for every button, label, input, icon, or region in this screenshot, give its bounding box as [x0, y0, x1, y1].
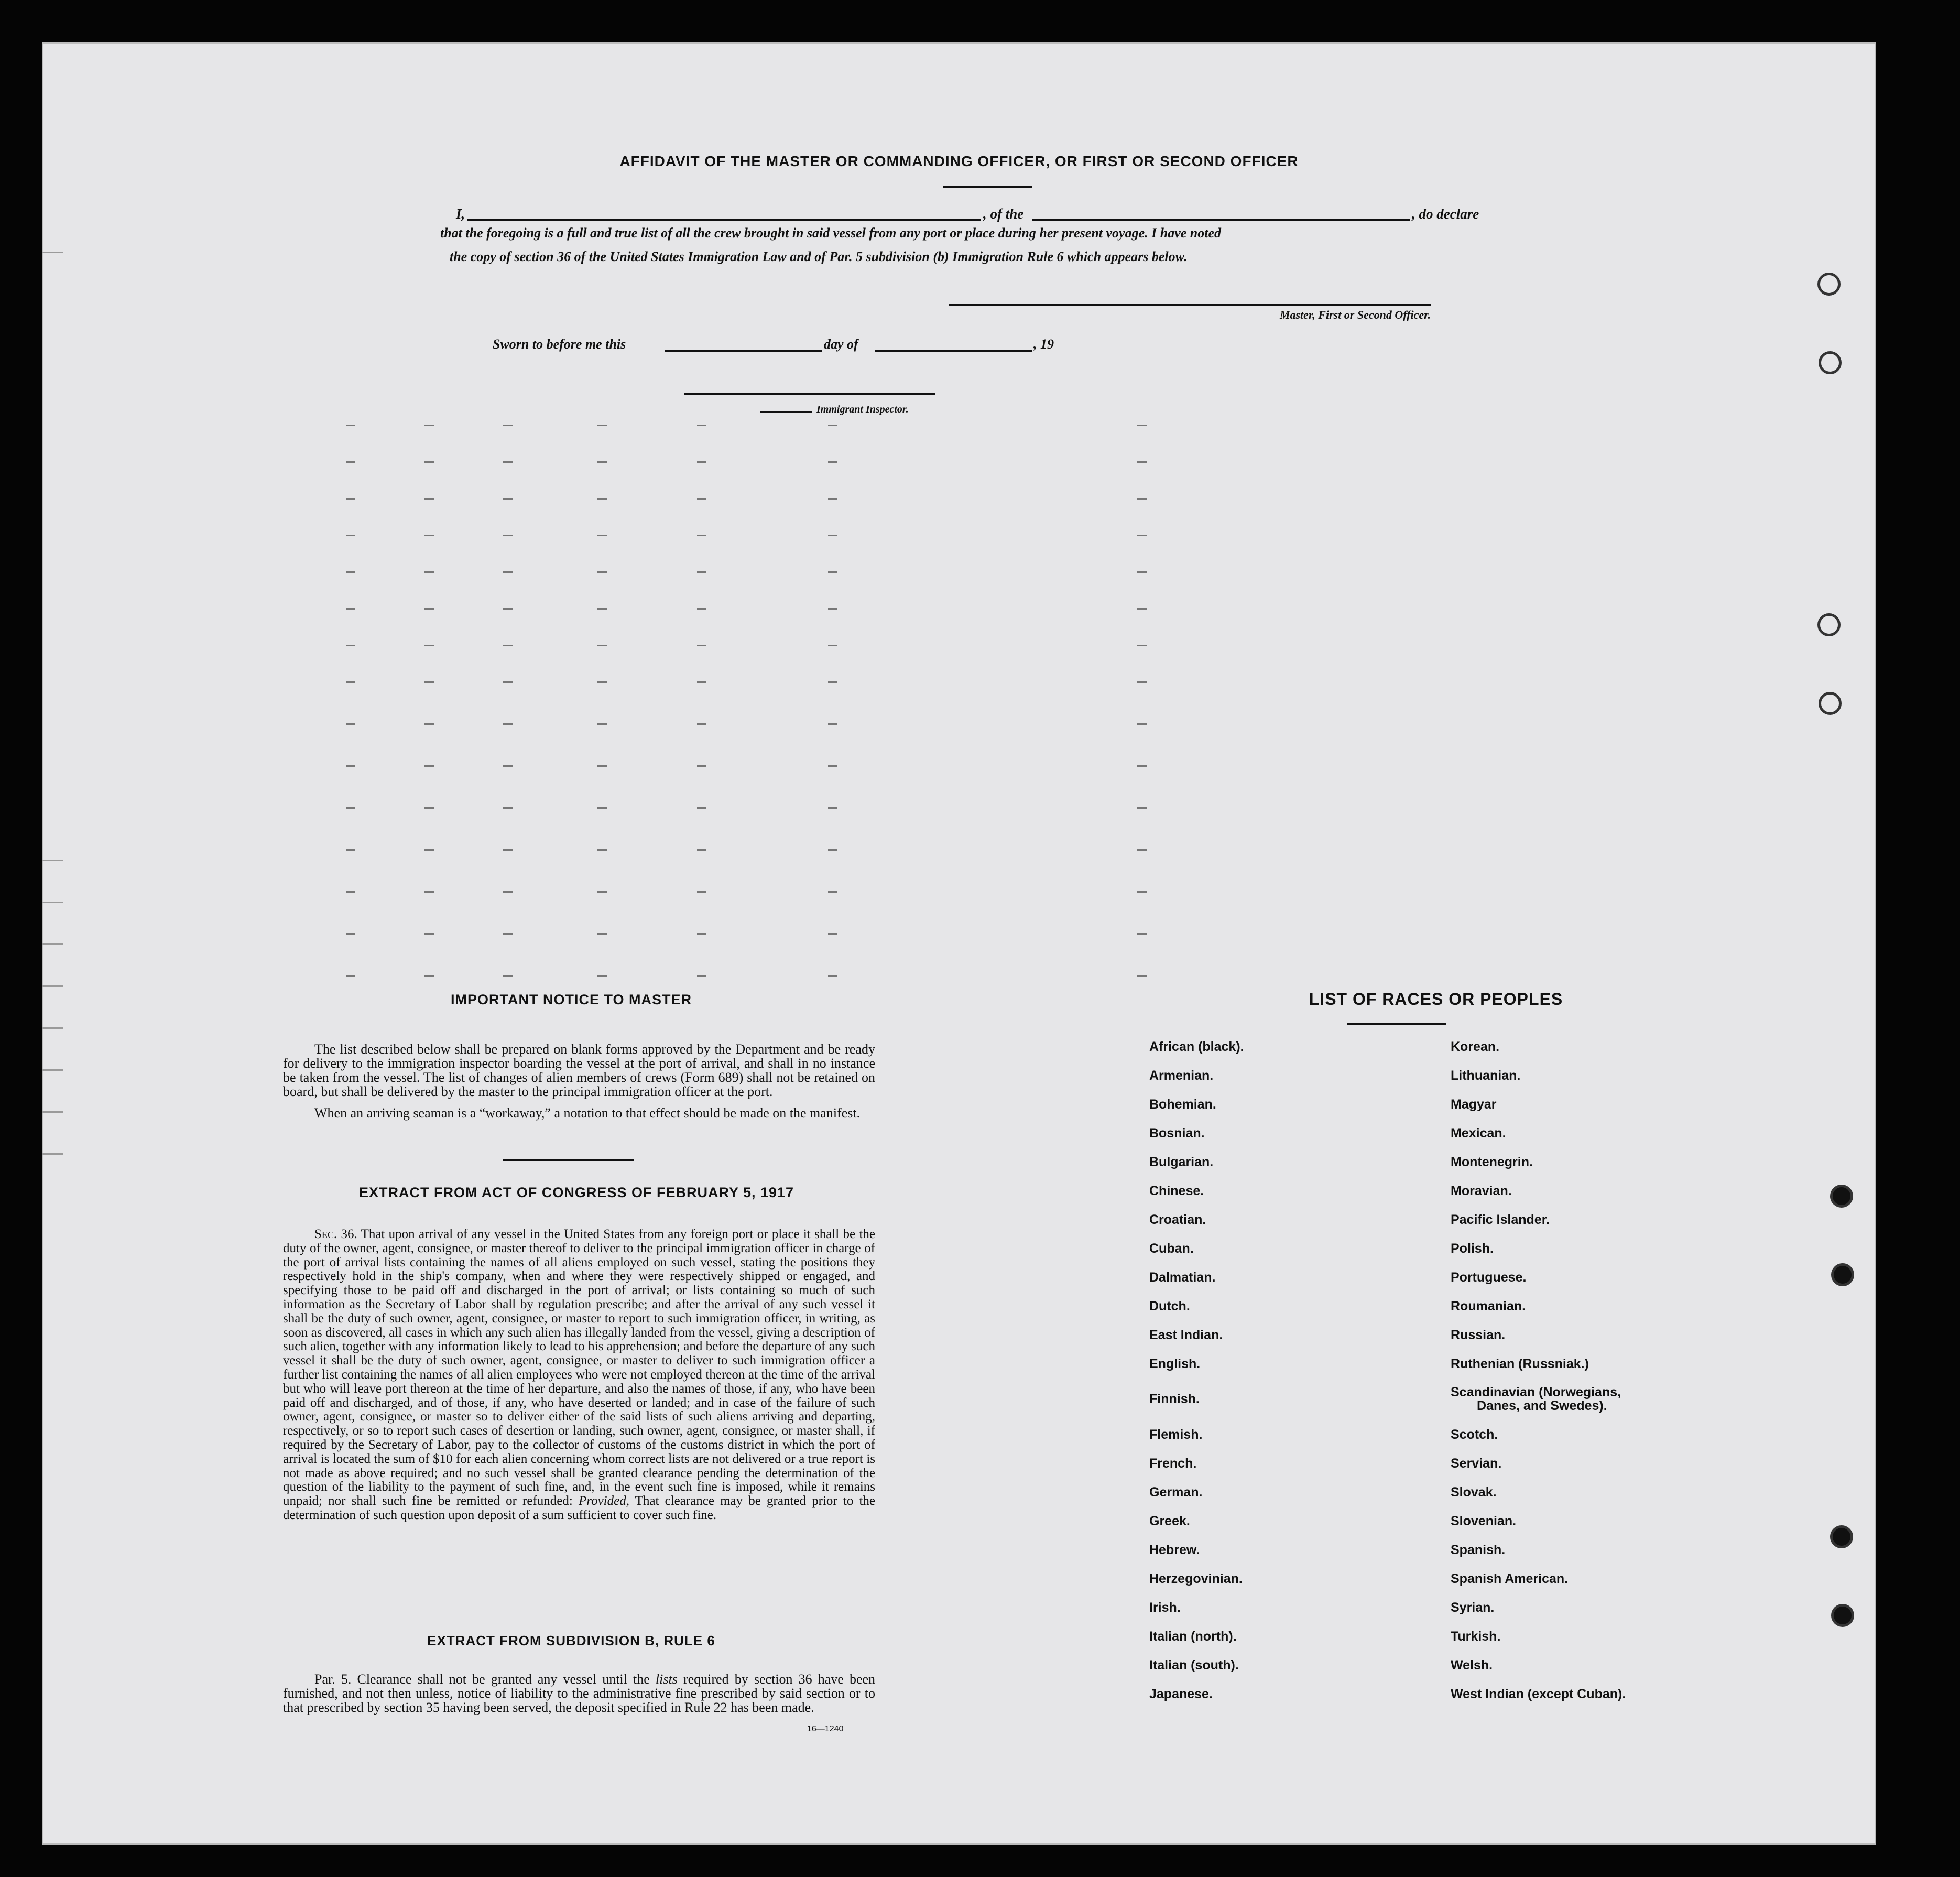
- race-item: Slovak.: [1451, 1485, 1497, 1500]
- rule-title: EXTRACT FROM SUBDIVISION B, RULE 6: [427, 1633, 715, 1648]
- race-item: Bosnian.: [1149, 1126, 1205, 1141]
- rule-text-before: Par. 5. Clearance shall not be granted any vessel until the: [314, 1672, 650, 1687]
- race-item: Russian.: [1451, 1328, 1506, 1342]
- race-item: Flemish.: [1149, 1427, 1203, 1442]
- document-sheet: [42, 42, 1876, 1845]
- race-item: Armenian.: [1149, 1068, 1214, 1083]
- sworn-year: , 19: [1033, 337, 1054, 352]
- race-item: Japanese.: [1149, 1687, 1213, 1701]
- race-item: Dalmatian.: [1149, 1270, 1216, 1285]
- race-item: Herzegovinian.: [1149, 1571, 1243, 1586]
- race-item: Bulgarian.: [1149, 1155, 1214, 1169]
- race-item: Italian (south).: [1149, 1658, 1239, 1673]
- race-item: Croatian.: [1149, 1212, 1206, 1227]
- notice-body: [283, 1042, 875, 1120]
- races-title: LIST OF RACES OR PEOPLES: [1309, 990, 1563, 1008]
- act-title: EXTRACT FROM ACT OF CONGRESS OF FEBRUARY 5, 1917: [358, 1185, 794, 1200]
- affidavit-line1-mid: , of the: [983, 206, 1024, 222]
- form-number: 16—1240: [807, 1724, 844, 1733]
- race-item: Moravian.: [1451, 1184, 1512, 1198]
- race-item: Welsh.: [1451, 1658, 1493, 1673]
- act-text-main: That upon arrival of any vessel in the United States from any foreign port or place it shall be the duty of the owner, agent, consignee, or master thereof to deliver to the principal immigration officer in charge of the port of arrival lists containing the names of all aliens employed on such vessel, stating the positions they respectively hold in the ship's company, when and where they were respectively shipped or engaged, and specifying those to be paid off and discharged in the port of arrival; or lists containing so much of such information as the Secretary of Labor shall by regulation prescribe; and after the arrival of any such vessel it shall be the duty of such owner, agent, consignee, or master to report to such immigration officer, in writing, as soon as discovered, all cases in which any such alien has illegally landed from the vessel, giving a description of such alien, together with any information likely to lead to his apprehension; and before the departure of any such vessel it shall be the duty of such owner, agent, consignee, or master to deliver to such immigration officer a further list containing the names of all alien employees who were not employed thereon at the time of the arrival but who will leave port thereon at the time of her departure, and also the names of those, if any, who have been paid off and discharged, and of those, if any, who have deserted or landed; and in case of the failure of such owner, agent, consignee, or master so to deliver either of the said lists of such aliens arriving and departing, respectively, or so to report such cases of desertion or landing, such owner, agent, consignee, or master shall, if required by the Secretary of Labor, pay to the collector of customs of the customs district in which the port of arrival is located the sum of $10 for each alien concerning whom correct lists are not delivered or a true report is not made as above required; and no such vessel shall be granted clearance pending the determination of the question of the liability to the payment of such fine, and, in the event such fine is imposed, while it remains unpaid; nor shall such fine be remitted or refunded:: [283, 1227, 875, 1509]
- rule-text: [283, 1672, 875, 1715]
- race-item: African (black).: [1149, 1039, 1244, 1054]
- act-provided: Provided,: [579, 1494, 629, 1509]
- notice-title: IMPORTANT NOTICE TO MASTER: [451, 992, 692, 1007]
- signature-line: [949, 304, 1431, 306]
- affidavit-line2: that the foregoing is a full and true list of all the crew brought in said vessel from any port or place during her present voyage. I have noted: [440, 225, 1222, 241]
- affidavit-line1-end: , do declare: [1412, 206, 1479, 222]
- race-item: French.: [1149, 1456, 1197, 1471]
- race-item: Bohemian.: [1149, 1097, 1216, 1112]
- notice-para2: When an arriving seaman is a “workaway,” a notation to that effect should be made on the manifest.: [314, 1105, 861, 1121]
- name-blank: [467, 219, 981, 221]
- race-item: Mexican.: [1451, 1126, 1506, 1141]
- race-item: Irish.: [1149, 1600, 1181, 1615]
- race-item: Polish.: [1451, 1241, 1494, 1256]
- race-item: East Indian.: [1149, 1328, 1223, 1342]
- signature-label: Master, First or Second Officer.: [1279, 308, 1431, 321]
- race-item: Roumanian.: [1451, 1299, 1526, 1314]
- race-item: Korean.: [1451, 1039, 1500, 1054]
- race-item: West Indian (except Cuban).: [1451, 1687, 1626, 1701]
- race-item: Magyar: [1451, 1097, 1497, 1112]
- affidavit-line1-start: I,: [456, 206, 465, 222]
- race-item: Turkish.: [1451, 1629, 1501, 1644]
- inspector-label: Immigrant Inspector.: [816, 404, 909, 415]
- race-item: Scotch.: [1451, 1427, 1498, 1442]
- race-item: Portuguese.: [1451, 1270, 1527, 1285]
- race-item: Hebrew.: [1149, 1543, 1200, 1557]
- vessel-blank: [1032, 219, 1410, 221]
- affidavit-title: AFFIDAVIT OF THE MASTER OR COMMANDING OFFICER, OR FIRST OR SECOND OFFICER: [619, 153, 1299, 169]
- race-item: Greek.: [1149, 1514, 1190, 1528]
- title-underline: [943, 186, 1032, 188]
- race-item: Syrian.: [1451, 1600, 1495, 1615]
- rule-body: [283, 1672, 875, 1715]
- notice-para1: The list described below shall be prepared on blank forms approved by the Department and be ready for delivery to the immigration inspector boarding the vessel at the port of arrival, and shall in no instance be taken from the vessel. The list of changes of alien members of crews (Form 689) shall not be retained on board, but shall be delivered by the master to the principal immigration officer at the port.: [283, 1041, 875, 1099]
- rule-lists-word: lists: [655, 1672, 678, 1687]
- race-item: Italian (north).: [1149, 1629, 1237, 1644]
- race-item: Pacific Islander.: [1451, 1212, 1550, 1227]
- act-text: [283, 1228, 875, 1523]
- races-rule: [1347, 1023, 1446, 1025]
- race-item: Spanish.: [1451, 1543, 1506, 1557]
- race-item: Spanish American.: [1451, 1571, 1569, 1586]
- sworn-day-label: day of: [824, 337, 858, 352]
- affidavit-line3: the copy of section 36 of the United States Immigration Law and of Par. 5 subdivision (b) Immigration Rule 6 which appears below.: [450, 249, 1188, 264]
- rule-text-after: required by section 36 have been furnished, and not then unless, notice of liability to the administrative fine prescribed by said section or to that prescribed by section 35 having been served, the deposit specified in Rule 22 has been made.: [283, 1672, 876, 1715]
- inspector-signature-line: [684, 393, 935, 395]
- race-item: English.: [1149, 1357, 1201, 1371]
- act-rule: [503, 1159, 634, 1161]
- race-item: Chinese.: [1149, 1184, 1204, 1198]
- race-item: Finnish.: [1149, 1392, 1200, 1406]
- race-item: Ruthenian (Russniak.): [1451, 1357, 1589, 1371]
- race-item: German.: [1149, 1485, 1203, 1500]
- race-item: Lithuanian.: [1451, 1068, 1521, 1083]
- inspector-short-line: [760, 411, 812, 413]
- act-text-after: That clearance may be granted prior to the determination of such question upon deposit of a sum sufficient to cover such fine.: [283, 1494, 875, 1522]
- race-item: Dutch.: [1149, 1299, 1190, 1314]
- sworn-day-blank: [665, 350, 822, 352]
- act-body: [283, 1228, 875, 1523]
- race-item: Scandinavian (Norwegians,: [1451, 1385, 1621, 1399]
- act-sec-label: Sec. 36.: [314, 1227, 357, 1241]
- race-item: Slovenian.: [1451, 1514, 1517, 1528]
- race-item: Cuban.: [1149, 1241, 1194, 1256]
- race-item: Servian.: [1451, 1456, 1502, 1471]
- race-item: Montenegrin.: [1451, 1155, 1533, 1169]
- sworn-month-blank: [875, 350, 1032, 352]
- sworn-prefix: Sworn to before me this: [493, 337, 626, 352]
- race-item: Danes, and Swedes).: [1477, 1398, 1607, 1413]
